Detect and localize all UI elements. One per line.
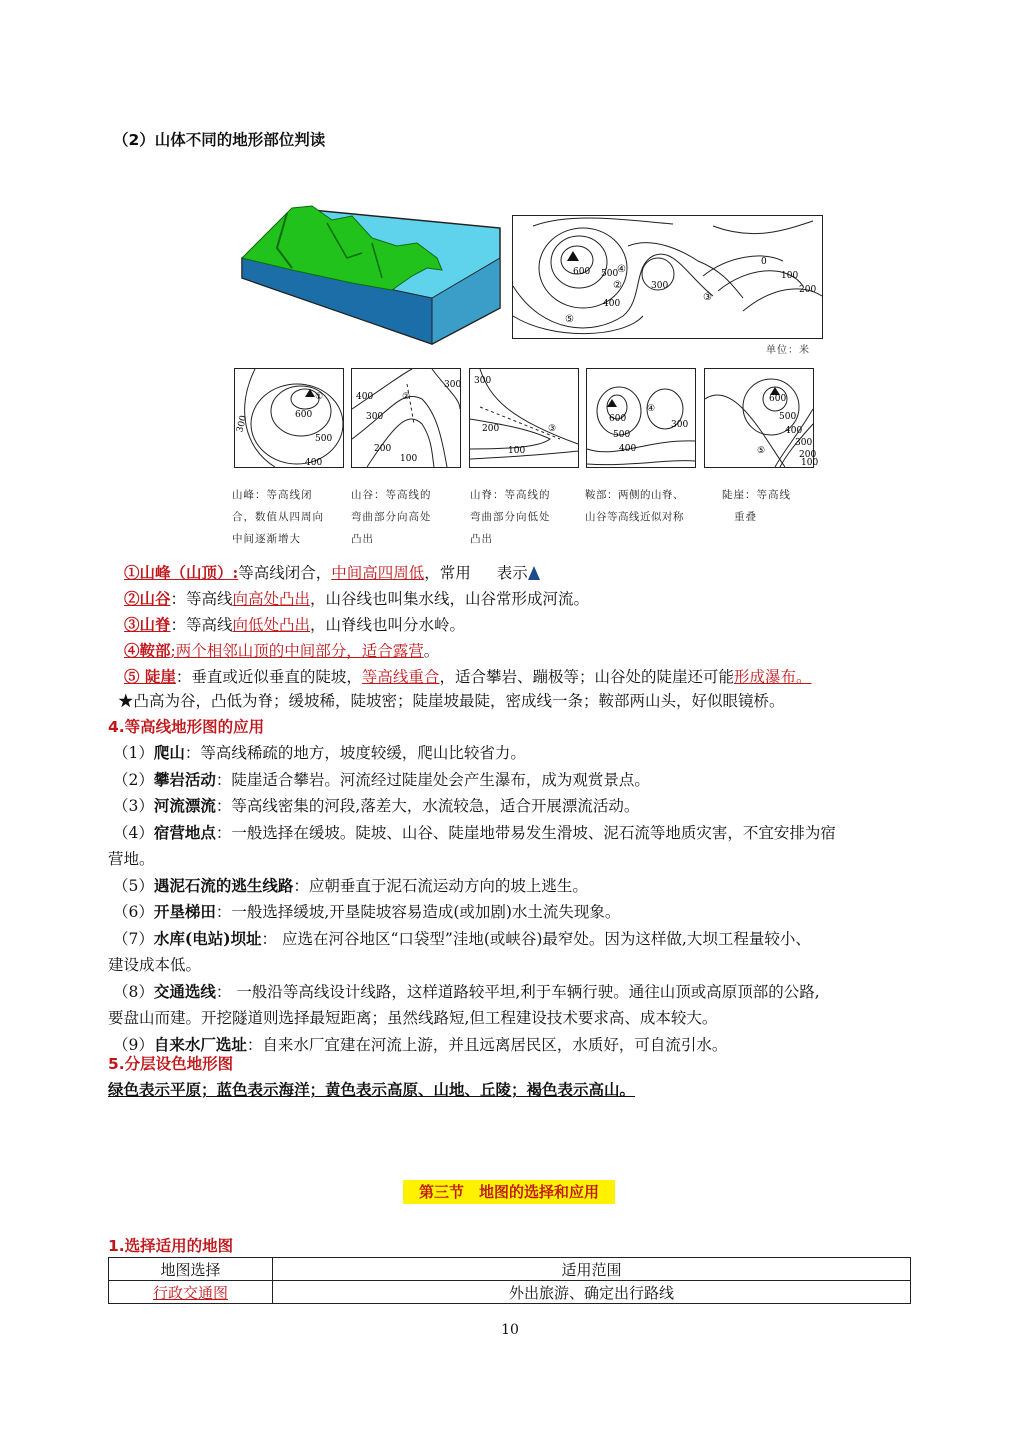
overview-mark-5: ⑤ <box>565 314 574 325</box>
application-item: （5）遇泥石流的逃生线路：应朝垂直于泥石流运动方向的坡上逃生。 <box>113 875 588 895</box>
peak-triangle-icon <box>528 566 540 580</box>
caption-cliff: 陡崖：等高线 重叠 <box>722 489 791 523</box>
svg-text:③: ③ <box>548 424 557 434</box>
application-item: （1）爬山：等高线稀疏的地方，坡度较缓，爬山比较省力。 <box>113 743 526 762</box>
application-item-continuation: 建设成本低。 <box>108 956 202 974</box>
svg-text:⑤: ⑤ <box>757 446 766 456</box>
application-item: （3）河流漂流：等高线密集的河段,落差大，水流较急，适合开展漂流活动。 <box>113 796 640 815</box>
svg-text:200: 200 <box>374 444 392 454</box>
overview-mark-2: ② <box>613 280 622 291</box>
caption-saddle: 鞍部：两侧的山脊、 山谷等高线近似对称 <box>585 489 684 523</box>
table-cell: 行政交通图 <box>109 1281 273 1304</box>
chapter-title: 第三节 地图的选择和应用 <box>403 1180 615 1204</box>
table-header-cell: 地图选择 <box>109 1258 273 1281</box>
svg-text:400: 400 <box>356 392 374 402</box>
svg-text:300: 300 <box>474 376 492 386</box>
section-select-title: 1.选择适用的地图 <box>108 1237 234 1255</box>
panel-peak <box>234 368 344 468</box>
map-selection-table <box>108 1257 911 1304</box>
contour-map-overview <box>512 215 823 339</box>
application-item: （8）交通选线： 一般沿等高线设计线路，这样道路较平坦,利于车辆行驶。通往山顶或高原顶部的公路, <box>113 981 820 1001</box>
term-ridge: ③山脊：等高线向低处凸出，山脊线也叫分水岭。 <box>124 615 466 634</box>
svg-text:400: 400 <box>619 444 637 454</box>
svg-text:600: 600 <box>295 410 313 420</box>
panel-valley <box>351 368 461 468</box>
terrain-block-diagram <box>232 198 504 346</box>
svg-text:500: 500 <box>315 434 333 444</box>
overview-label-600: 600 <box>573 267 591 277</box>
term-peak: ①山峰（山顶）:等高线闭合，中间高四周低，常用 表示 <box>124 560 540 586</box>
svg-text:300: 300 <box>366 412 384 422</box>
application-item: （2）攀岩活动：陡崖适合攀岩。河流经过陡崖处会产生瀑布，成为观赏景点。 <box>113 769 650 789</box>
caption-peak: 山峰：等高线闭 合，数值从四周向 中间逐渐增大 <box>232 489 324 545</box>
section4-title: 4.等高线地形图的应用 <box>108 718 265 736</box>
page-number: 10 <box>501 1322 519 1338</box>
svg-text:500: 500 <box>613 430 631 440</box>
svg-text:200: 200 <box>482 424 500 434</box>
term-valley: ②山谷：等高线向高处凸出，山谷线也叫集水线，山谷常形成河流。 <box>124 589 590 608</box>
svg-text:100: 100 <box>801 458 819 468</box>
overview-label-300: 300 <box>651 281 669 291</box>
caption-ridge: 山脊：等高线的 弯曲部分向低处 凸出 <box>470 489 551 545</box>
term-saddle: ④鞍部;两个相邻山顶的中间部分，适合露营。 <box>124 641 440 660</box>
overview-label-200: 200 <box>799 285 817 295</box>
svg-text:600: 600 <box>609 414 627 424</box>
svg-text:500: 500 <box>779 412 797 422</box>
overview-mark-3: ③ <box>703 292 712 303</box>
table-header-row <box>109 1258 911 1281</box>
svg-text:②: ② <box>402 392 411 402</box>
mnemonic-line: ★凸高为谷，凸低为脊；缓坡稀，陡坡密；陡崖坡最陡，密成线一条；鞍部两山头，好似眼镜桥。 <box>118 692 785 710</box>
overview-mark-4: ④ <box>617 264 626 275</box>
section4-list <box>108 740 933 1054</box>
svg-text:400: 400 <box>305 458 323 468</box>
table-cell: 外出旅游、确定出行路线 <box>273 1281 911 1304</box>
unit-label: 单位：米 <box>766 345 810 356</box>
svg-text:①: ① <box>315 392 324 402</box>
section5-title: 5.分层设色地形图 <box>108 1055 234 1073</box>
svg-text:④: ④ <box>647 404 656 414</box>
panel-ridge <box>469 368 579 468</box>
caption-valley: 山谷：等高线的 弯曲部分向高处 凸出 <box>351 489 432 545</box>
application-item-continuation: 要盘山而建。开挖隧道则选择最短距离；虽然线路短,但工程建设技术要求高、成本较大。 <box>108 1009 718 1027</box>
svg-text:300: 300 <box>444 380 462 390</box>
svg-text:300: 300 <box>671 420 689 430</box>
overview-label-100: 100 <box>781 271 799 281</box>
overview-label-500: 500 <box>601 269 619 279</box>
term-cliff: ⑤ 陡崖：垂直或近似垂直的陡坡，等高线重合，适合攀岩、蹦极等；山谷处的陡崖还可能形成瀑布。 <box>124 667 812 686</box>
subsection-heading: （2）山体不同的地形部位判读 <box>113 131 326 149</box>
overview-label-0: 0 <box>761 257 767 267</box>
svg-text:300: 300 <box>235 414 250 434</box>
table-header-cell: 适用范围 <box>273 1258 911 1281</box>
svg-text:100: 100 <box>400 454 418 464</box>
overview-label-400: 400 <box>603 299 621 309</box>
svg-text:300: 300 <box>795 438 813 448</box>
table-row <box>109 1281 911 1304</box>
application-item: （6）开垦梯田：一般选择缓坡,开垦陡坡容易造成(或加剧)水土流失现象。 <box>113 902 621 921</box>
panel-cliff <box>704 368 819 468</box>
section5-text: 绿色表示平原；蓝色表示海洋；黄色表示高原、山地、丘陵；褐色表示高山。 <box>108 1080 636 1099</box>
panel-saddle <box>586 368 696 468</box>
svg-text:200: 200 <box>799 450 817 460</box>
application-item: （4）宿营地点：一般选择在缓坡。陡坡、山谷、陡崖地带易发生滑坡、泥石流等地质灾害，不宜安排为宿 <box>113 822 836 842</box>
application-item-continuation: 营地。 <box>108 850 155 868</box>
svg-text:100: 100 <box>508 446 526 456</box>
svg-text:600: 600 <box>769 394 787 404</box>
svg-text:400: 400 <box>785 426 803 436</box>
application-item: （7）水库(电站)坝址： 应选在河谷地区“口袋型”洼地(或峡谷)最窄处。因为这样做,大坝工程量较小、 <box>113 928 811 948</box>
application-item: （9）自来水厂选址：自来水厂宜建在河流上游，并且远离居民区，水质好，可自流引水。 <box>113 1034 728 1054</box>
